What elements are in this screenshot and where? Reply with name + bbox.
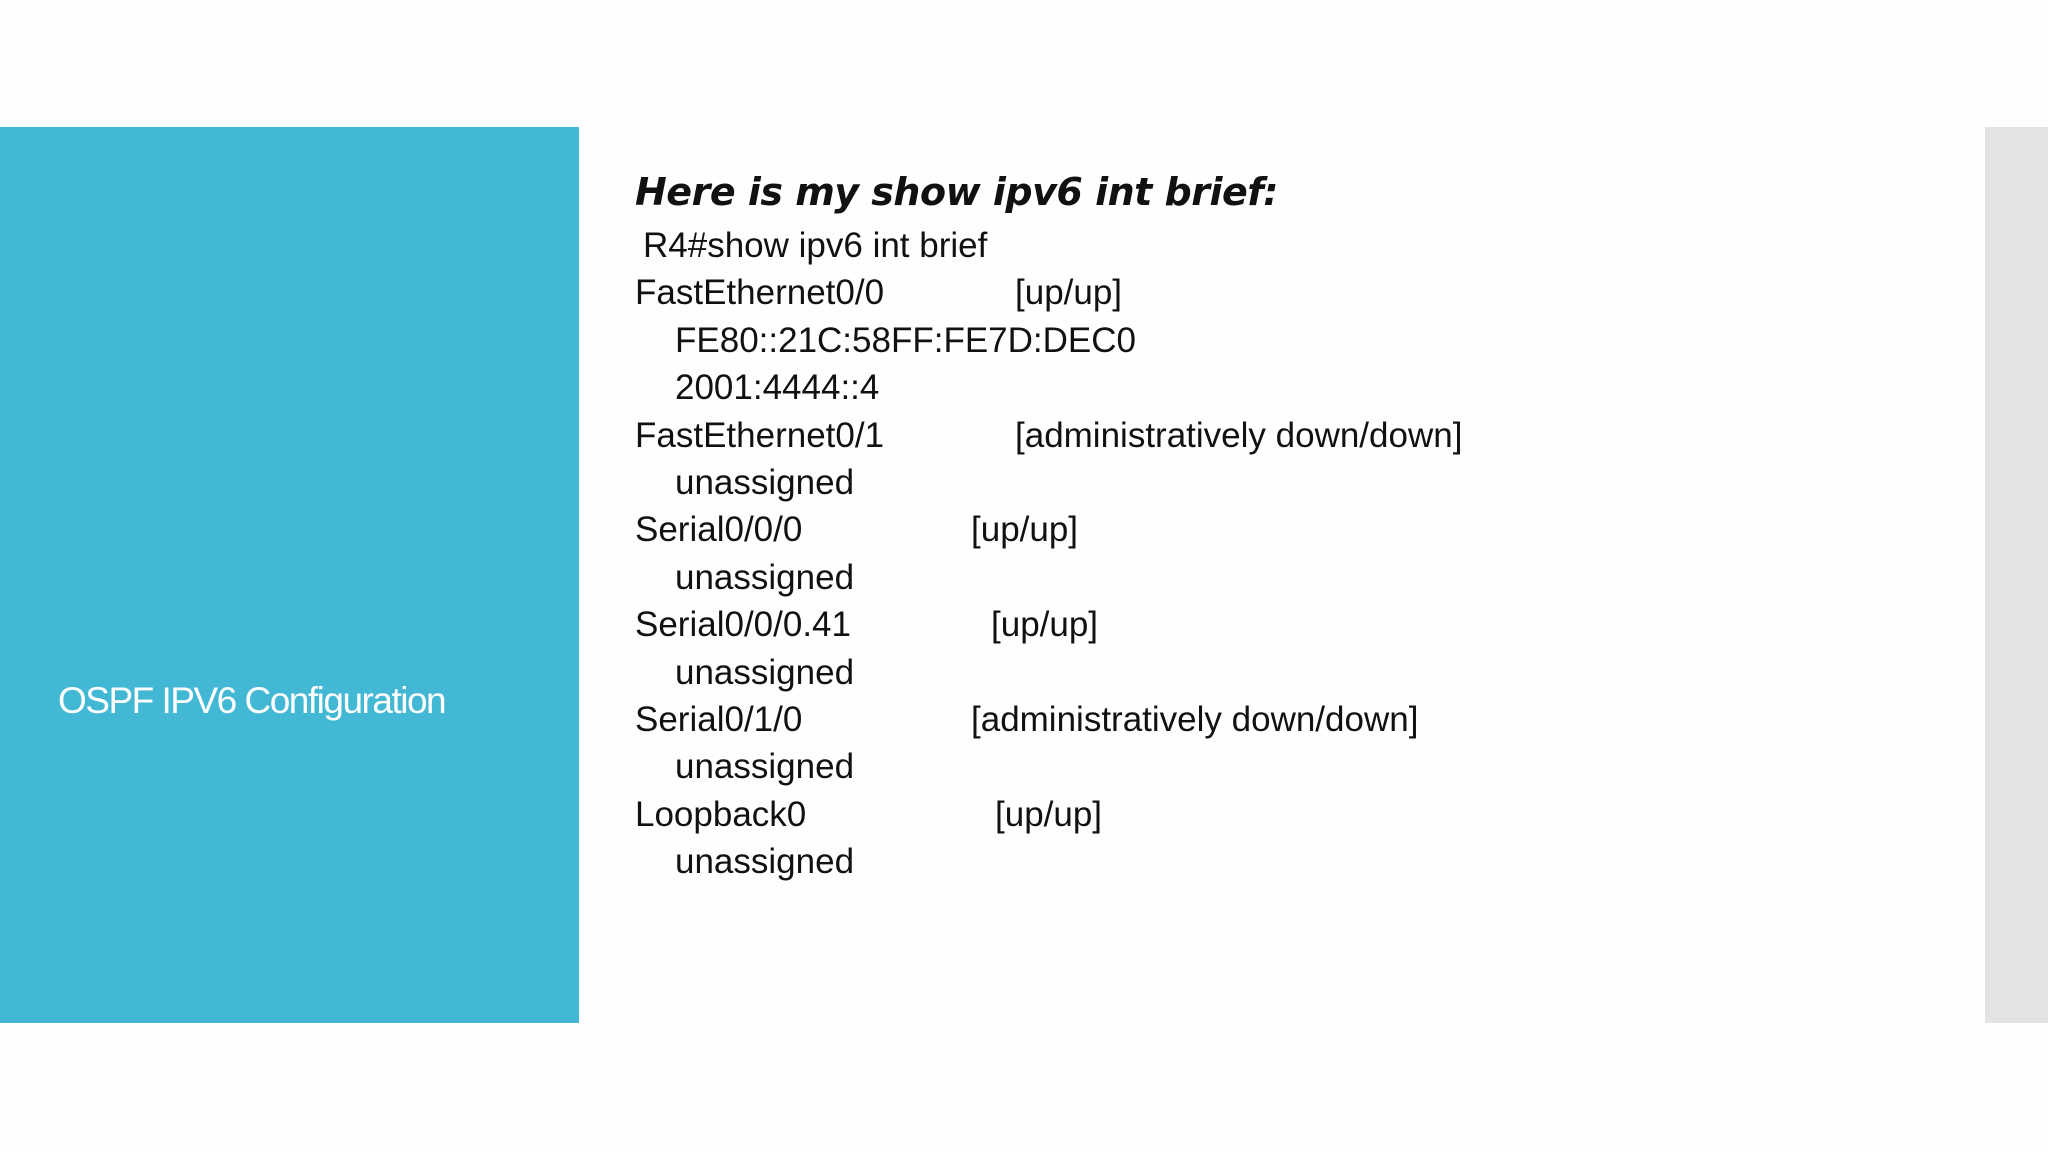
- interface-address: unassigned: [675, 842, 855, 882]
- interface-row: [635, 791, 1278, 838]
- side-strip: [1985, 127, 2048, 1023]
- slide-title: OSPF IPV6 Configuration: [58, 680, 446, 721]
- interface-address: unassigned: [675, 462, 855, 502]
- interface-name: FastEthernet0/0: [635, 273, 885, 313]
- interface-status: [up/up]: [991, 605, 1099, 645]
- interface-row: [635, 269, 1278, 316]
- interface-name: Serial0/0/0: [635, 510, 803, 550]
- interface-status: [up/up]: [1015, 273, 1123, 313]
- command-line: R4#show ipv6 int brief: [643, 226, 988, 265]
- interface-address: unassigned: [675, 747, 855, 787]
- interface-row: [635, 506, 1278, 553]
- interface-name: Serial0/0/0.41: [635, 605, 851, 645]
- interface-address: unassigned: [675, 557, 855, 597]
- title-panel: [0, 127, 579, 1023]
- interface-address: unassigned: [675, 652, 855, 692]
- content-heading: Here is my show ipv6 int brief:: [635, 170, 1279, 214]
- interface-address: FE80::21C:58FF:FE7D:DEC0: [675, 320, 1136, 360]
- interface-address: 2001:4444::4: [675, 368, 880, 408]
- interface-status: [administratively down/down]: [1015, 415, 1463, 455]
- interface-name: FastEthernet0/1: [635, 415, 885, 455]
- interface-status: [up/up]: [971, 510, 1079, 550]
- slide-content: [635, 162, 1463, 885]
- interface-name: Serial0/1/0: [635, 699, 803, 739]
- interface-status: [administratively down/down]: [971, 699, 1419, 739]
- interface-row: [635, 696, 1419, 743]
- interface-row: [635, 601, 1278, 648]
- interface-row: [635, 412, 1463, 459]
- interface-name: Loopback0: [635, 794, 807, 834]
- interface-status: [up/up]: [995, 794, 1103, 834]
